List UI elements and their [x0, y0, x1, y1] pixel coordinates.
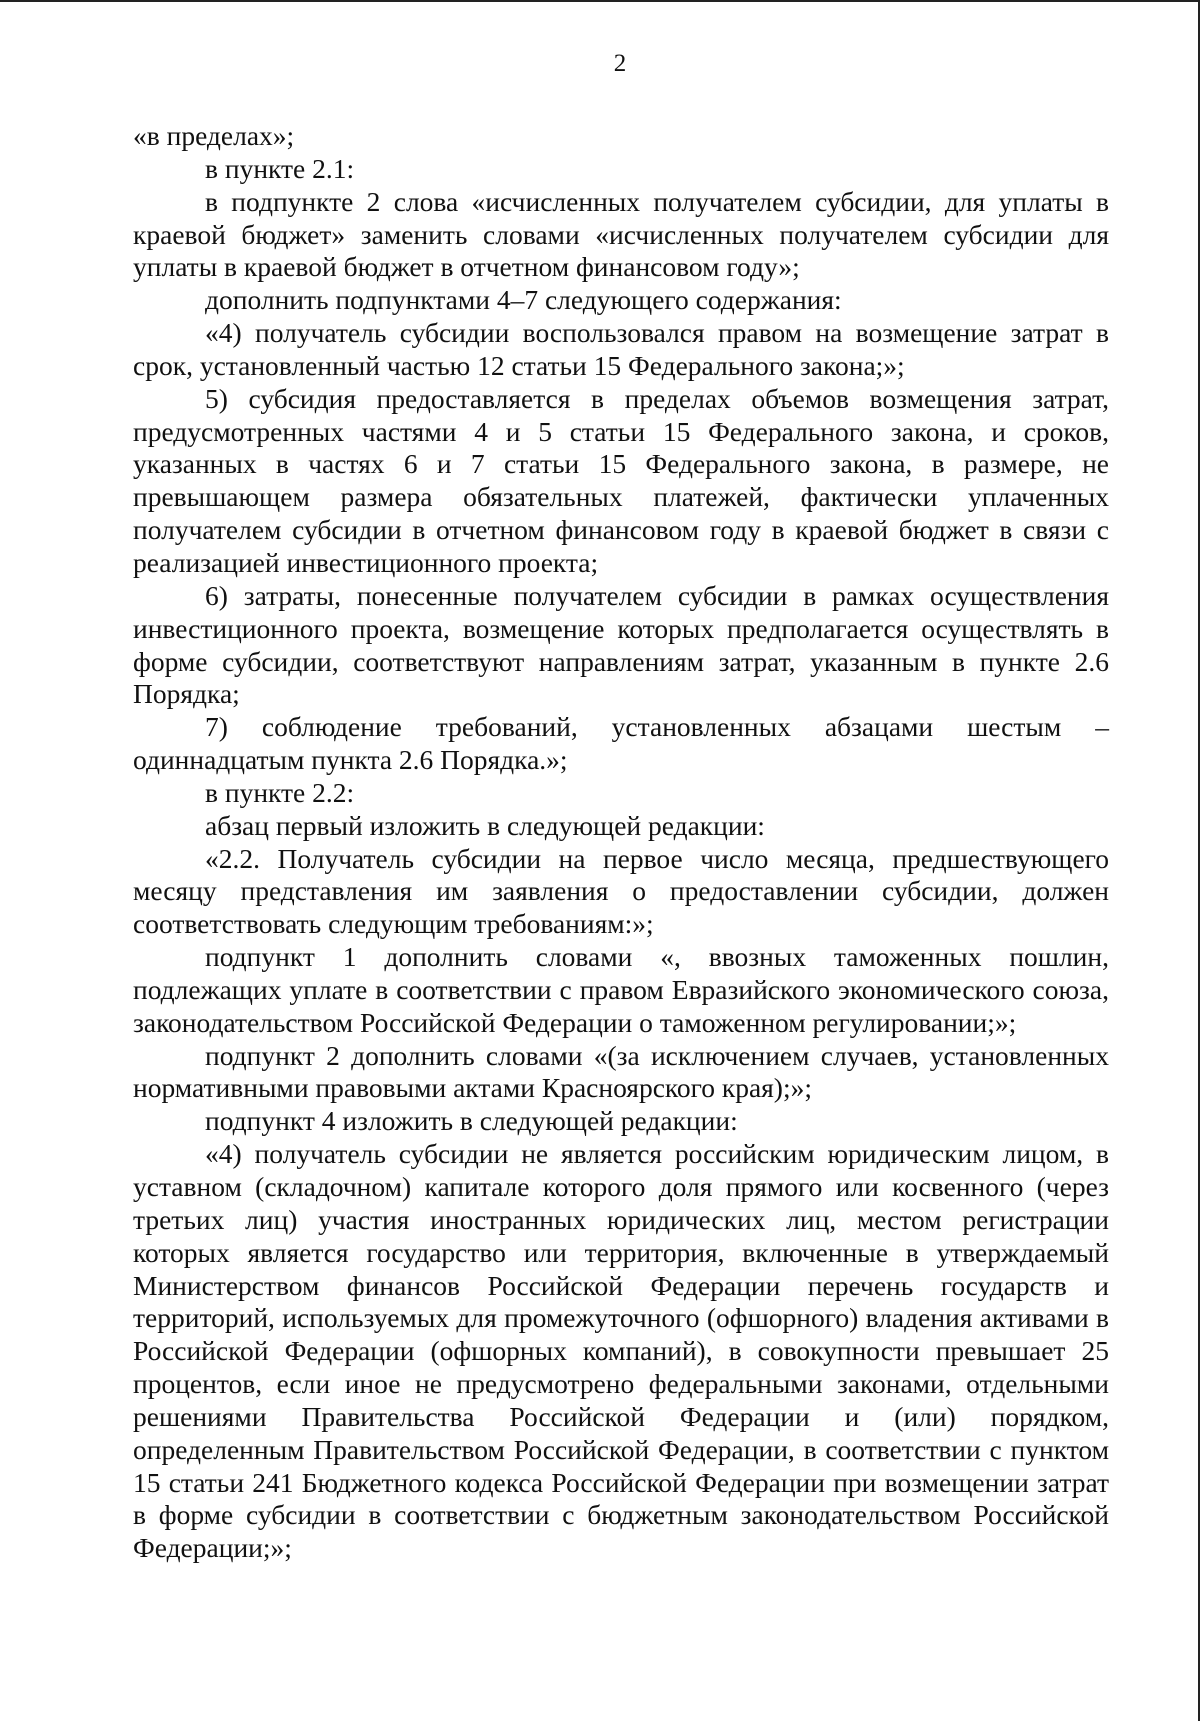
paragraph-9: в пункте 2.2:: [205, 776, 355, 808]
paragraph-1: «в пределах»;: [133, 120, 295, 151]
page-number: 2: [613, 50, 627, 77]
paragraph-12: подпункт 1 дополнить словами «, ввозных таможенных пошлин, подлежащих уплате в соответствии с правом Евразийского экономического союза, законодательством Российской Федерации о таможенном регулировании;»;: [133, 941, 1109, 1038]
paragraph-10: абзац первый изложить в следующей редакции:: [205, 809, 765, 841]
paragraph-14: подпункт 4 изложить в следующей редакции:: [205, 1105, 738, 1137]
paragraph-8: 7) соблюдение требований, установленных абзацами шестым – одиннадцатым пункта 2.6 Порядка.»;: [133, 711, 1109, 776]
paragraph-2: в пункте 2.1:: [205, 152, 355, 184]
document-body: [133, 120, 1109, 1565]
paragraph-13: подпункт 2 дополнить словами «(за исключением случаев, установленных нормативными правовыми актами Красноярского края);»;: [133, 1039, 1109, 1104]
paragraph-6: 5) субсидия предоставляется в пределах объемов возмещения затрат, предусмотренных частями 4 и 5 статьи 15 Федерального закона, и сроков, указанных в частях 6 и 7 статьи 15 Федерального закона, в размере, не превышающем размера обязательных платежей, фактически уплаченных получателем субсидии в отчетном финансовом году в краевой бюджет в связи с реализацией инвестиционного проекта;: [133, 382, 1109, 578]
paragraph-4: дополнить подпунктами 4–7 следующего содержания:: [205, 284, 842, 316]
paragraph-3: в подпункте 2 слова «исчисленных получателем субсидии, для уплаты в краевой бюджет» заменить словами «исчисленных получателем субсидии для уплаты в краевой бюджет в отчетном финансовом году»;: [133, 185, 1109, 283]
paragraph-15: «4) получатель субсидии не является российским юридическим лицом, в уставном (складочном) капитале которого доля прямого или косвенного (через третьих лиц) участия иностранных юридических лиц, местом регистрации которых является государство или территория, включенные в утверждаемый Министерством финансов Российской Федерации перечень государств и территорий, используемых для промежуточного (офшорного) владения активами в Российской Федерации (офшорных компаний), в совокупности превышает 25 процентов, если иное не предусмотрено федеральными законами, отдельными решениями Правительства Российской Федерации и (или) порядком, определенным Правительством Российской Федерации, в соответствии с пунктом 15 статьи 241 Бюджетного кодекса Российской Федерации при возмещении затрат в форме субсидии в соответствии с бюджетным законодательством Российской Федерации;»;: [133, 1138, 1109, 1564]
paragraph-5: «4) получатель субсидии воспользовался правом на возмещение затрат в срок, установленный частью 12 статьи 15 Федерального закона;»;: [133, 317, 1109, 381]
paragraph-11: «2.2. Получатель субсидии на первое число месяца, предшествующего месяцу представления им заявления о предоставлении субсидии, должен соответствовать следующим требованиям:»;: [133, 842, 1109, 940]
paragraph-7: 6) затраты, понесенные получателем субсидии в рамках осуществления инвестиционного проекта, возмещение которых предполагается осуществлять в форме субсидии, соответствуют направлениям затрат, указанным в пункте 2.6 Порядка;: [133, 579, 1109, 710]
